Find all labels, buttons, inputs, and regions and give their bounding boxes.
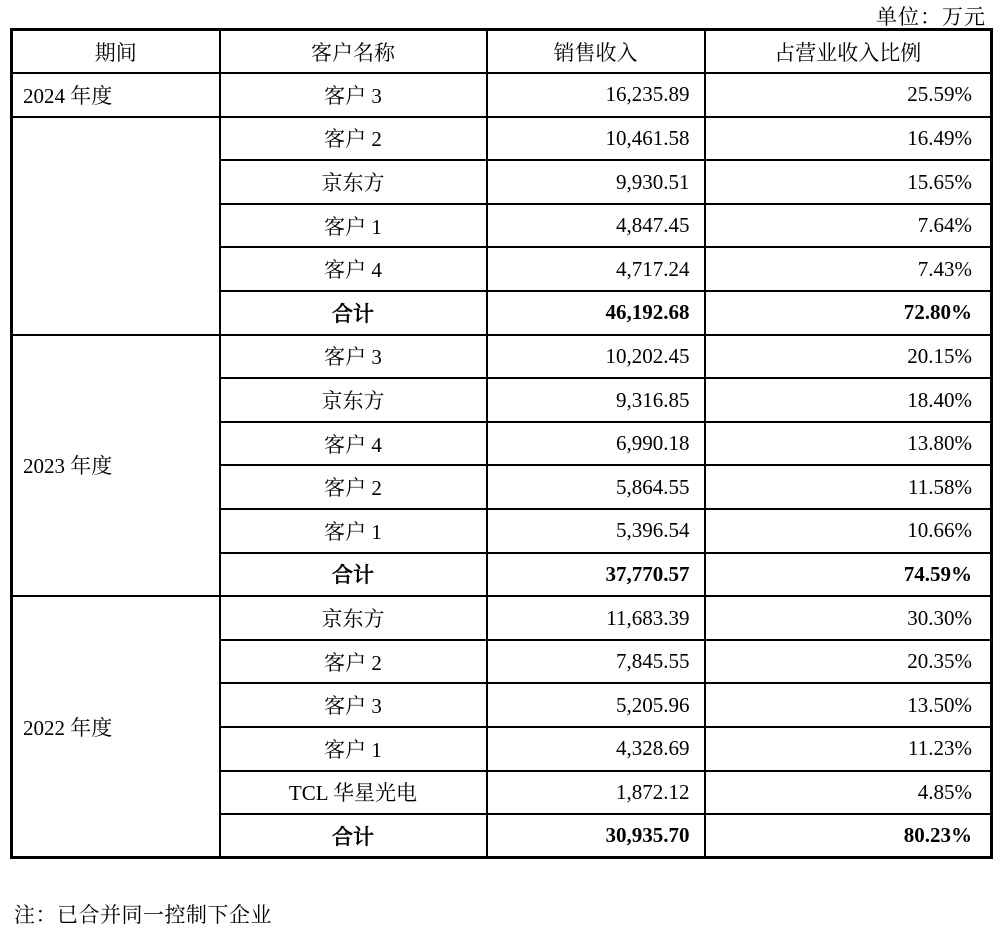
ratio-cell: 10.66% — [705, 509, 992, 553]
section-2024 — [12, 73, 992, 335]
customer-cell: 客户 4 — [220, 247, 487, 291]
customer-cell: 客户 2 — [220, 640, 487, 684]
total-revenue-cell: 30,935.70 — [487, 814, 705, 858]
customer-cell: 客户 1 — [220, 727, 487, 771]
unit-label: 单位：万元 — [876, 5, 986, 29]
header-period: 期间 — [12, 30, 220, 74]
customer-cell: 客户 3 — [220, 335, 487, 379]
customer-cell: 京东方 — [220, 378, 487, 422]
section-2022 — [12, 596, 992, 858]
period-cell: 2022 年度 — [12, 596, 220, 858]
ratio-cell: 18.40% — [705, 378, 992, 422]
ratio-cell: 25.59% — [705, 73, 992, 117]
ratio-cell: 11.58% — [705, 465, 992, 509]
table-row — [12, 73, 992, 117]
customer-cell: 客户 3 — [220, 73, 487, 117]
revenue-cell: 4,717.24 — [487, 247, 705, 291]
revenue-cell: 9,316.85 — [487, 378, 705, 422]
revenue-cell: 11,683.39 — [487, 596, 705, 640]
revenue-cell: 10,461.58 — [487, 117, 705, 161]
customer-cell: 客户 1 — [220, 509, 487, 553]
ratio-cell: 13.80% — [705, 422, 992, 466]
customer-cell: 客户 2 — [220, 465, 487, 509]
revenue-cell: 9,930.51 — [487, 160, 705, 204]
total-revenue-cell: 46,192.68 — [487, 291, 705, 335]
customer-cell: 客户 3 — [220, 683, 487, 727]
customer-cell: 客户 4 — [220, 422, 487, 466]
total-ratio-cell: 74.59% — [705, 553, 992, 597]
revenue-cell: 5,205.96 — [487, 683, 705, 727]
customer-cell: 客户 1 — [220, 204, 487, 248]
table-row — [12, 596, 992, 640]
revenue-cell: 10,202.45 — [487, 335, 705, 379]
customer-revenue-table — [10, 28, 993, 859]
header-row — [12, 30, 992, 74]
header-customer: 客户名称 — [220, 30, 487, 74]
revenue-cell: 4,328.69 — [487, 727, 705, 771]
period-cell: 2024 年度 — [12, 73, 220, 117]
total-label-cell: 合计 — [220, 553, 487, 597]
period-cell-empty — [12, 117, 220, 335]
ratio-cell: 15.65% — [705, 160, 992, 204]
ratio-cell: 7.43% — [705, 247, 992, 291]
revenue-cell: 5,864.55 — [487, 465, 705, 509]
revenue-cell: 7,845.55 — [487, 640, 705, 684]
revenue-cell: 1,872.12 — [487, 771, 705, 815]
table-row — [12, 335, 992, 379]
revenue-cell: 16,235.89 — [487, 73, 705, 117]
footnote: 注：已合并同一控制下企业 — [14, 903, 272, 927]
total-label-cell: 合计 — [220, 814, 487, 858]
total-ratio-cell: 72.80% — [705, 291, 992, 335]
total-revenue-cell: 37,770.57 — [487, 553, 705, 597]
ratio-cell: 20.15% — [705, 335, 992, 379]
revenue-cell: 6,990.18 — [487, 422, 705, 466]
customer-cell: 京东方 — [220, 160, 487, 204]
header-ratio: 占营业收入比例 — [705, 30, 992, 74]
ratio-cell: 4.85% — [705, 771, 992, 815]
ratio-cell: 13.50% — [705, 683, 992, 727]
table-row — [12, 117, 992, 161]
period-cell: 2023 年度 — [12, 335, 220, 597]
ratio-cell: 20.35% — [705, 640, 992, 684]
customer-cell: TCL 华星光电 — [220, 771, 487, 815]
ratio-cell: 11.23% — [705, 727, 992, 771]
ratio-cell: 30.30% — [705, 596, 992, 640]
section-2023 — [12, 335, 992, 597]
customer-cell: 客户 2 — [220, 117, 487, 161]
header-revenue: 销售收入 — [487, 30, 705, 74]
total-ratio-cell: 80.23% — [705, 814, 992, 858]
customer-cell: 京东方 — [220, 596, 487, 640]
revenue-cell: 4,847.45 — [487, 204, 705, 248]
total-label-cell: 合计 — [220, 291, 487, 335]
revenue-cell: 5,396.54 — [487, 509, 705, 553]
ratio-cell: 7.64% — [705, 204, 992, 248]
ratio-cell: 16.49% — [705, 117, 992, 161]
